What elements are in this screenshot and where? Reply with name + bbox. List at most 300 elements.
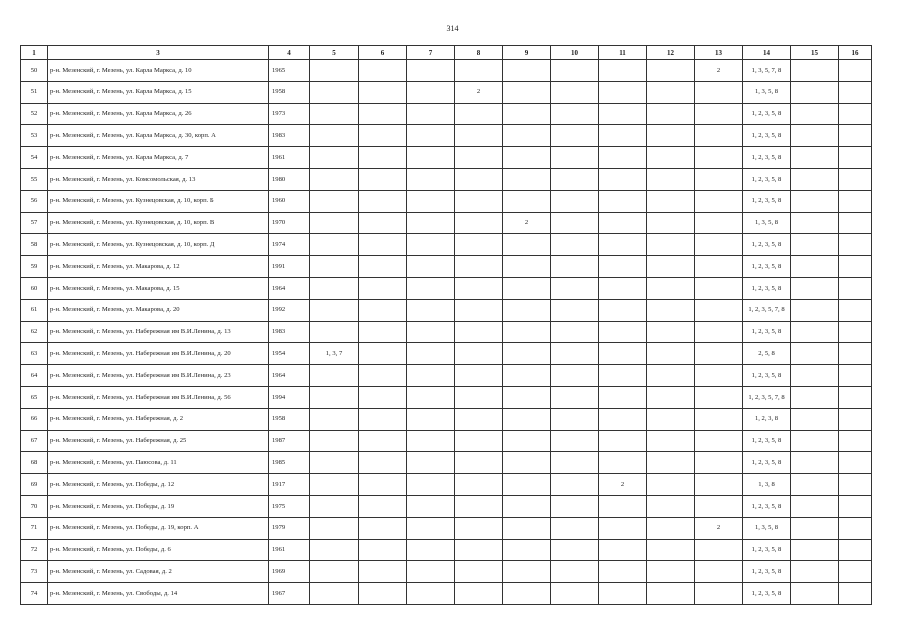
col-14-cell: 1, 3, 5, 8 — [743, 517, 791, 539]
table-row — [21, 168, 872, 190]
col-11-cell — [599, 495, 647, 517]
column-header: 6 — [359, 46, 407, 60]
col-5-cell — [310, 408, 359, 430]
col-8-cell — [455, 561, 503, 583]
col-7-cell — [407, 234, 455, 256]
col-8-cell — [455, 234, 503, 256]
year-cell: 1973 — [269, 103, 310, 125]
col-8-cell — [455, 321, 503, 343]
table-row — [21, 539, 872, 561]
col-16-cell — [839, 81, 872, 103]
col-7-cell — [407, 517, 455, 539]
row-number: 73 — [21, 561, 48, 583]
col-10-cell — [551, 583, 599, 605]
col-12-cell — [647, 539, 695, 561]
col-6-cell — [359, 299, 407, 321]
col-16-cell — [839, 583, 872, 605]
col-7-cell — [407, 147, 455, 169]
page-number: 314 — [446, 24, 459, 33]
col-6-cell — [359, 474, 407, 496]
year-cell: 1958 — [269, 81, 310, 103]
col-16-cell — [839, 147, 872, 169]
col-10-cell — [551, 190, 599, 212]
col-9-cell — [503, 583, 551, 605]
table-row — [21, 452, 872, 474]
col-16-cell — [839, 343, 872, 365]
col-12-cell — [647, 168, 695, 190]
col-9-cell — [503, 561, 551, 583]
col-8-cell — [455, 517, 503, 539]
col-5-cell — [310, 256, 359, 278]
col-15-cell — [791, 561, 839, 583]
col-12-cell — [647, 452, 695, 474]
col-12-cell — [647, 583, 695, 605]
col-10-cell — [551, 474, 599, 496]
col-16-cell — [839, 452, 872, 474]
col-9-cell — [503, 343, 551, 365]
year-cell: 1970 — [269, 212, 310, 234]
col-12-cell — [647, 321, 695, 343]
row-number: 51 — [21, 81, 48, 103]
col-9-cell — [503, 430, 551, 452]
col-11-cell — [599, 365, 647, 387]
address-cell: р-н. Мезенский, г. Мезень, ул. Кузнецовская, д. 10, корп. Д — [48, 234, 269, 256]
col-5-cell — [310, 234, 359, 256]
col-7-cell — [407, 561, 455, 583]
col-16-cell — [839, 212, 872, 234]
col-13-cell — [695, 452, 743, 474]
col-16-cell — [839, 474, 872, 496]
col-13-cell — [695, 474, 743, 496]
col-8-cell — [455, 212, 503, 234]
col-11-cell — [599, 561, 647, 583]
col-6-cell — [359, 212, 407, 234]
col-5-cell — [310, 321, 359, 343]
col-13-cell — [695, 386, 743, 408]
row-number: 55 — [21, 168, 48, 190]
col-8-cell — [455, 190, 503, 212]
col-13-cell — [695, 583, 743, 605]
col-11-cell — [599, 517, 647, 539]
col-8-cell — [455, 125, 503, 147]
col-8-cell — [455, 474, 503, 496]
col-7-cell — [407, 256, 455, 278]
col-10-cell — [551, 103, 599, 125]
col-6-cell — [359, 365, 407, 387]
col-10-cell — [551, 561, 599, 583]
col-11-cell — [599, 583, 647, 605]
col-13-cell — [695, 212, 743, 234]
col-14-cell: 1, 2, 3, 5, 7, 8 — [743, 386, 791, 408]
col-7-cell — [407, 321, 455, 343]
col-10-cell — [551, 539, 599, 561]
table-row — [21, 60, 872, 82]
col-9-cell — [503, 517, 551, 539]
col-12-cell — [647, 561, 695, 583]
col-12-cell — [647, 365, 695, 387]
col-14-cell: 1, 2, 3, 5, 8 — [743, 365, 791, 387]
col-12-cell — [647, 474, 695, 496]
col-6-cell — [359, 168, 407, 190]
address-cell: р-н. Мезенский, г. Мезень, ул. Победы, д. 19 — [48, 495, 269, 517]
col-5-cell: 1, 3, 7 — [310, 343, 359, 365]
col-13-cell — [695, 81, 743, 103]
col-7-cell — [407, 60, 455, 82]
col-7-cell — [407, 299, 455, 321]
col-10-cell — [551, 256, 599, 278]
col-10-cell — [551, 60, 599, 82]
col-8-cell — [455, 343, 503, 365]
year-cell: 1975 — [269, 495, 310, 517]
row-number: 67 — [21, 430, 48, 452]
col-12-cell — [647, 147, 695, 169]
row-number: 62 — [21, 321, 48, 343]
column-header: 4 — [269, 46, 310, 60]
col-15-cell — [791, 539, 839, 561]
col-16-cell — [839, 234, 872, 256]
col-9-cell: 2 — [503, 212, 551, 234]
col-16-cell — [839, 561, 872, 583]
col-9-cell — [503, 408, 551, 430]
table-body — [21, 60, 872, 605]
col-8-cell — [455, 452, 503, 474]
address-cell: р-н. Мезенский, г. Мезень, ул. Карла Маркса, д. 30, корп. А — [48, 125, 269, 147]
table-row — [21, 517, 872, 539]
row-number: 56 — [21, 190, 48, 212]
col-7-cell — [407, 365, 455, 387]
col-16-cell — [839, 408, 872, 430]
col-5-cell — [310, 299, 359, 321]
col-10-cell — [551, 321, 599, 343]
col-8-cell — [455, 408, 503, 430]
col-5-cell — [310, 277, 359, 299]
col-13-cell — [695, 103, 743, 125]
col-14-cell: 1, 3, 5, 8 — [743, 212, 791, 234]
address-cell: р-н. Мезенский, г. Мезень, ул. Свободы, д. 14 — [48, 583, 269, 605]
col-8-cell — [455, 277, 503, 299]
address-cell: р-н. Мезенский, г. Мезень, ул. Комсомольская, д. 13 — [48, 168, 269, 190]
row-number: 58 — [21, 234, 48, 256]
col-10-cell — [551, 495, 599, 517]
col-9-cell — [503, 234, 551, 256]
col-16-cell — [839, 365, 872, 387]
table-row — [21, 147, 872, 169]
row-number: 71 — [21, 517, 48, 539]
col-15-cell — [791, 299, 839, 321]
col-10-cell — [551, 365, 599, 387]
col-9-cell — [503, 81, 551, 103]
col-12-cell — [647, 60, 695, 82]
col-11-cell — [599, 147, 647, 169]
col-11-cell — [599, 408, 647, 430]
col-13-cell — [695, 343, 743, 365]
table-row — [21, 365, 872, 387]
col-5-cell — [310, 60, 359, 82]
col-15-cell — [791, 343, 839, 365]
col-6-cell — [359, 321, 407, 343]
col-16-cell — [839, 60, 872, 82]
row-number: 57 — [21, 212, 48, 234]
col-5-cell — [310, 190, 359, 212]
col-14-cell: 1, 3, 8 — [743, 474, 791, 496]
col-14-cell: 1, 2, 3, 5, 8 — [743, 147, 791, 169]
row-number: 50 — [21, 60, 48, 82]
col-9-cell — [503, 103, 551, 125]
col-12-cell — [647, 277, 695, 299]
col-9-cell — [503, 321, 551, 343]
row-number: 61 — [21, 299, 48, 321]
col-12-cell — [647, 212, 695, 234]
col-5-cell — [310, 452, 359, 474]
column-header: 3 — [48, 46, 269, 60]
row-number: 72 — [21, 539, 48, 561]
col-14-cell: 1, 2, 3, 5, 8 — [743, 125, 791, 147]
col-12-cell — [647, 234, 695, 256]
col-13-cell — [695, 430, 743, 452]
col-16-cell — [839, 299, 872, 321]
year-cell: 1991 — [269, 256, 310, 278]
col-15-cell — [791, 495, 839, 517]
col-10-cell — [551, 452, 599, 474]
col-13-cell — [695, 561, 743, 583]
col-6-cell — [359, 495, 407, 517]
col-7-cell — [407, 125, 455, 147]
col-15-cell — [791, 583, 839, 605]
col-5-cell — [310, 430, 359, 452]
table-row — [21, 234, 872, 256]
col-12-cell — [647, 343, 695, 365]
col-14-cell: 1, 2, 3, 5, 8 — [743, 168, 791, 190]
col-11-cell — [599, 321, 647, 343]
year-cell: 1969 — [269, 561, 310, 583]
col-10-cell — [551, 212, 599, 234]
col-16-cell — [839, 125, 872, 147]
table-row — [21, 256, 872, 278]
col-13-cell — [695, 408, 743, 430]
col-9-cell — [503, 495, 551, 517]
col-11-cell — [599, 539, 647, 561]
col-11-cell — [599, 299, 647, 321]
col-8-cell — [455, 168, 503, 190]
col-7-cell — [407, 583, 455, 605]
col-8-cell — [455, 430, 503, 452]
col-16-cell — [839, 103, 872, 125]
col-15-cell — [791, 168, 839, 190]
table-row — [21, 386, 872, 408]
col-15-cell — [791, 125, 839, 147]
row-number: 70 — [21, 495, 48, 517]
col-13-cell — [695, 190, 743, 212]
row-number: 69 — [21, 474, 48, 496]
col-12-cell — [647, 256, 695, 278]
column-header: 1 — [21, 46, 48, 60]
table-row — [21, 583, 872, 605]
col-13-cell — [695, 147, 743, 169]
col-14-cell: 1, 2, 3, 5, 8 — [743, 583, 791, 605]
col-14-cell: 1, 2, 3, 5, 8 — [743, 495, 791, 517]
col-7-cell — [407, 168, 455, 190]
col-9-cell — [503, 386, 551, 408]
address-cell: р-н. Мезенский, г. Мезень, ул. Макарова, д. 20 — [48, 299, 269, 321]
col-6-cell — [359, 386, 407, 408]
col-13-cell — [695, 277, 743, 299]
col-15-cell — [791, 452, 839, 474]
col-5-cell — [310, 365, 359, 387]
col-16-cell — [839, 517, 872, 539]
address-cell: р-н. Мезенский, г. Мезень, ул. Победы, д. 12 — [48, 474, 269, 496]
col-11-cell: 2 — [599, 474, 647, 496]
col-14-cell: 1, 2, 3, 5, 8 — [743, 430, 791, 452]
year-cell: 1964 — [269, 277, 310, 299]
col-9-cell — [503, 256, 551, 278]
col-16-cell — [839, 168, 872, 190]
address-cell: р-н. Мезенский, г. Мезень, ул. Садовая, д. 2 — [48, 561, 269, 583]
row-number: 66 — [21, 408, 48, 430]
col-5-cell — [310, 583, 359, 605]
col-14-cell: 1, 2, 3, 5, 8 — [743, 452, 791, 474]
column-header: 5 — [310, 46, 359, 60]
col-13-cell — [695, 256, 743, 278]
year-cell: 1917 — [269, 474, 310, 496]
year-cell: 1992 — [269, 299, 310, 321]
address-cell: р-н. Мезенский, г. Мезень, ул. Набережная им В.И.Ленина, д. 13 — [48, 321, 269, 343]
col-14-cell: 1, 3, 5, 7, 8 — [743, 60, 791, 82]
col-15-cell — [791, 256, 839, 278]
col-11-cell — [599, 168, 647, 190]
col-5-cell — [310, 495, 359, 517]
address-cell: р-н. Мезенский, г. Мезень, ул. Победы, д. 19, корп. А — [48, 517, 269, 539]
col-6-cell — [359, 256, 407, 278]
column-header: 7 — [407, 46, 455, 60]
col-15-cell — [791, 147, 839, 169]
address-cell: р-н. Мезенский, г. Мезень, ул. Макарова, д. 15 — [48, 277, 269, 299]
col-8-cell — [455, 147, 503, 169]
table-row — [21, 299, 872, 321]
column-header: 8 — [455, 46, 503, 60]
year-cell: 1958 — [269, 408, 310, 430]
col-12-cell — [647, 386, 695, 408]
col-12-cell — [647, 299, 695, 321]
col-12-cell — [647, 517, 695, 539]
address-cell: р-н. Мезенский, г. Мезень, ул. Карла Маркса, д. 10 — [48, 60, 269, 82]
col-5-cell — [310, 474, 359, 496]
col-14-cell: 1, 2, 3, 5, 8 — [743, 234, 791, 256]
col-9-cell — [503, 452, 551, 474]
col-7-cell — [407, 212, 455, 234]
column-header: 16 — [839, 46, 872, 60]
table-row — [21, 277, 872, 299]
col-10-cell — [551, 386, 599, 408]
col-6-cell — [359, 517, 407, 539]
col-5-cell — [310, 386, 359, 408]
col-15-cell — [791, 234, 839, 256]
col-9-cell — [503, 474, 551, 496]
col-5-cell — [310, 212, 359, 234]
col-11-cell — [599, 125, 647, 147]
col-11-cell — [599, 386, 647, 408]
col-16-cell — [839, 539, 872, 561]
col-16-cell — [839, 386, 872, 408]
col-9-cell — [503, 277, 551, 299]
col-13-cell — [695, 539, 743, 561]
col-9-cell — [503, 365, 551, 387]
col-14-cell: 1, 2, 3, 5, 8 — [743, 561, 791, 583]
year-cell: 1983 — [269, 125, 310, 147]
col-6-cell — [359, 81, 407, 103]
col-7-cell — [407, 343, 455, 365]
col-9-cell — [503, 125, 551, 147]
col-10-cell — [551, 408, 599, 430]
col-8-cell — [455, 256, 503, 278]
col-6-cell — [359, 103, 407, 125]
row-number: 74 — [21, 583, 48, 605]
col-6-cell — [359, 452, 407, 474]
col-9-cell — [503, 299, 551, 321]
col-15-cell — [791, 386, 839, 408]
col-15-cell — [791, 103, 839, 125]
col-14-cell: 1, 2, 3, 5, 8 — [743, 103, 791, 125]
col-11-cell — [599, 60, 647, 82]
col-12-cell — [647, 495, 695, 517]
year-cell: 1954 — [269, 343, 310, 365]
col-14-cell: 1, 2, 3, 5, 8 — [743, 539, 791, 561]
col-10-cell — [551, 125, 599, 147]
column-header: 15 — [791, 46, 839, 60]
col-5-cell — [310, 147, 359, 169]
table-row — [21, 408, 872, 430]
col-14-cell: 1, 2, 3, 5, 8 — [743, 256, 791, 278]
col-11-cell — [599, 277, 647, 299]
col-16-cell — [839, 430, 872, 452]
year-cell: 1964 — [269, 365, 310, 387]
col-11-cell — [599, 452, 647, 474]
col-7-cell — [407, 190, 455, 212]
address-cell: р-н. Мезенский, г. Мезень, ул. Паюсова, д. 11 — [48, 452, 269, 474]
col-6-cell — [359, 561, 407, 583]
col-14-cell: 1, 2, 3, 5, 8 — [743, 190, 791, 212]
col-16-cell — [839, 321, 872, 343]
column-header: 12 — [647, 46, 695, 60]
year-cell: 1979 — [269, 517, 310, 539]
col-8-cell — [455, 103, 503, 125]
column-header: 10 — [551, 46, 599, 60]
table-row — [21, 561, 872, 583]
col-6-cell — [359, 583, 407, 605]
row-number: 63 — [21, 343, 48, 365]
col-7-cell — [407, 408, 455, 430]
col-11-cell — [599, 256, 647, 278]
col-8-cell — [455, 299, 503, 321]
header-row — [21, 46, 872, 60]
col-5-cell — [310, 168, 359, 190]
col-6-cell — [359, 125, 407, 147]
col-13-cell — [695, 168, 743, 190]
column-header: 13 — [695, 46, 743, 60]
col-9-cell — [503, 60, 551, 82]
col-16-cell — [839, 277, 872, 299]
col-14-cell: 1, 2, 3, 5, 8 — [743, 277, 791, 299]
col-15-cell — [791, 365, 839, 387]
col-5-cell — [310, 561, 359, 583]
table-row — [21, 190, 872, 212]
address-cell: р-н. Мезенский, г. Мезень, ул. Кузнецовская, д. 10, корп. Б — [48, 190, 269, 212]
row-number: 64 — [21, 365, 48, 387]
address-cell: р-н. Мезенский, г. Мезень, ул. Макарова, д. 12 — [48, 256, 269, 278]
col-9-cell — [503, 168, 551, 190]
col-11-cell — [599, 212, 647, 234]
col-10-cell — [551, 430, 599, 452]
col-15-cell — [791, 408, 839, 430]
